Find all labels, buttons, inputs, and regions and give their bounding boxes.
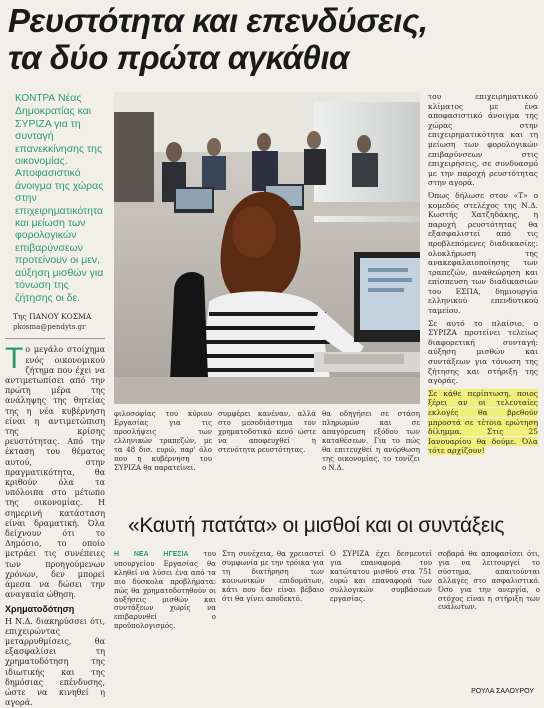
author-byline: Της ΠΑΝΟΥ ΚΟΣΜΑ [13,311,92,321]
right-paragraph-highlight [428,389,538,456]
mid-column-3: θα οδηγήσει σε στάση πληρωμών και σε απαγόρευση εξόδου των καταθέσεων. Για το πώς θα επιτευχθεί η ανόρθωση της οικονομίας, το τονίζει ο Ν.Δ. [322,410,420,472]
subhead-financing: Χρηματοδότηση [5,604,75,615]
right-paragraph-1: του επιχειρηματικού κλίματος με ένα αποφασιστικό άνοιγμα της χώρας στην επιχειρηματικότητα και τη μείωση των φορολογικών επιβαρύνσεων στις επιχειρήσεις, σε συνδυασμό με την παροχή ρευστότητας στην αγορά. [428,92,538,188]
section-headline: «Καυτή πατάτα» οι μισθοί και οι συντάξεις [128,514,505,537]
bottom-lead: Η ΝΕΑ ΗΓΕΣΙΑ [114,551,189,558]
bottom-column-3: Ο ΣΥΡΙΖΑ έχει δεσμευτεί για επαναφορά του κατώτατου μισθού στα 751 ευρώ και επαναφορά των συλλογικών συμβάσεων εργασίας. [330,550,432,603]
left-body-paragraph-2: Η Ν.Δ. διακηρύσσει ότι, επιχειρώντας μεταρρυθμίσεις, θα εξασφαλίσει τη χρηματοδότηση της ιδιωτικής και της δημόσιας επένδυσης, ώστε να κινηθεί η αγορά. [5,616,105,708]
right-paragraph-2: Όπως δήλωσε στον «Τ» ο κομεδός στελέχος της Ν.Δ. Κωστής Χατζηδάκης, η παροχή ρευστότητας θα εξασφαλιστεί από τις προβλεπόμενες διαδικασίες: ολοκλήρωση της ανακεφαλαιοποίησης των τραπεζών, αναθεώρηση και επίσπευση των διαδικασιών του ΕΣΠΑ, δημιουργία ελληνικού επενδυτικού ταμείου. [428,190,538,316]
right-paragraph-3: Σε αυτό το πλαίσιο, ο ΣΥΡΙΖΑ προτείνει τελείως διαφορετική συνταγή: αύξηση μισθών και συντάξεων για τόνωση της ζήτησης και στήριξη της αγοράς. [428,318,538,386]
intro-standfirst [15,92,105,304]
divider [5,338,105,339]
intro-tag: ΚΟΝΤΡΑ [15,93,56,104]
left-body-text [5,342,105,600]
office-workers-image [114,92,420,404]
highlighted-text: Σε κάθε περίπτωση, ποιος ξέρει αν οι τελευταίες εκλογές θα βρεθούν μπροστά σε τέτοια ερώτηση δίλημμα. Στις 25 Ιανουαρίου θα δούμε. Όλα τότε αρχίζουν! [428,388,538,456]
drop-cap: Τ [5,342,24,376]
mid-column-1: φιλοσοφίας του κύριου Εργασίας για τις προσλήψεις των ελληνικών τραπεζών, με τα 48 δισ. ευρώ, παρ' όλο που η κυβέρνηση του ΣΥΡΙΖΑ θα παρατείνει. [114,410,212,472]
left-body-paragraph: ο μεγάλο στοίχημα ενός οικονομικού ζήτημα που έχει να αντιμετωπίσει από την πρώτη μέρα της ανάληψης της θητείας της η νέα κυβέρνηση είναι η αντιμετώπιση της κρίσης ρευστότητας. Από την έκταση του θέματος αυτού, στην πραγματικότητα, θα κριθούν όλα τα υπόλοιπα στο μέτωπο της οικονομίας. Η σημερινή κατάσταση είναι δραματική. Όλα δείχνουν ότι το Δημόσιο, το οποίο μετράει τις συνέπειες των προηγούμενων χρόνων, δεν μπορεί άμεσα να δώσει την αναγκαία ώθηση. [5,345,105,600]
mid-column-2: συμφέρει κανέναν, αλλά στο μεσοδιάστημα τον χρηματοδοτικό κενό ώστε να αποφευχθεί η στενότητα ρευστότητας. [218,410,316,454]
bottom-article [114,550,540,631]
author-email: pkosma@pendyts.gr [13,323,86,332]
bottom-column-4: σοβαρά θα αποφασίσει ότι, για να λειτουργεί το σύστημα, απαιτούνται αλλαγές στο ασφαλιστικό. Όσο για την ανεργία, ο στόχος είναι η στήριξη των ευάλωτων. [438,550,540,612]
bottom-column-2: Στη συνέχεια, θα χρειαστεί συμφωνία με την τρόικα για τη διατήρηση των κοινωνικών επιδομάτων, κάτι που δεν είναι βέβαιο ότι θα γίνει αποδεκτό. [222,550,324,603]
left-column [5,92,105,708]
mid-text-strip [114,410,420,473]
intro-text: Νέας Δημοκρατίας και ΣΥΡΙΖΑ για τη συνταγή επανεκκίνησης της οικονομίας. Αποφασιστικό άνοιγμα της χώρας στην επιχειρηματικότητα και μείωση των φορολογικών επιβαρύνσεων προτείνουν οι μεν, αύξηση μισθών για τόνωση της ζήτησης οι δε. [15,92,104,304]
office-photo [114,92,420,404]
article-headline: Ρευστότητα και επενδύσεις, τα δύο πρώτα αγκάθια [8,2,428,76]
bottom-byline: ΡΟΥΛΑ ΣΑΛΟΥΡΟΥ [471,688,534,695]
bottom-column-1 [114,550,216,631]
bottom-column-1-text: του υπουργείου Εργασίας θα κληθεί να λύσει ένα από τα πιο δύσκολα προβλήματα: πώς θα χρηματοδοτηθούν οι αυξήσεις μισθών και συντάξεων χωρίς να επιβαρυνθεί ο προϋπολογισμός. [114,550,217,631]
right-column [428,92,538,459]
